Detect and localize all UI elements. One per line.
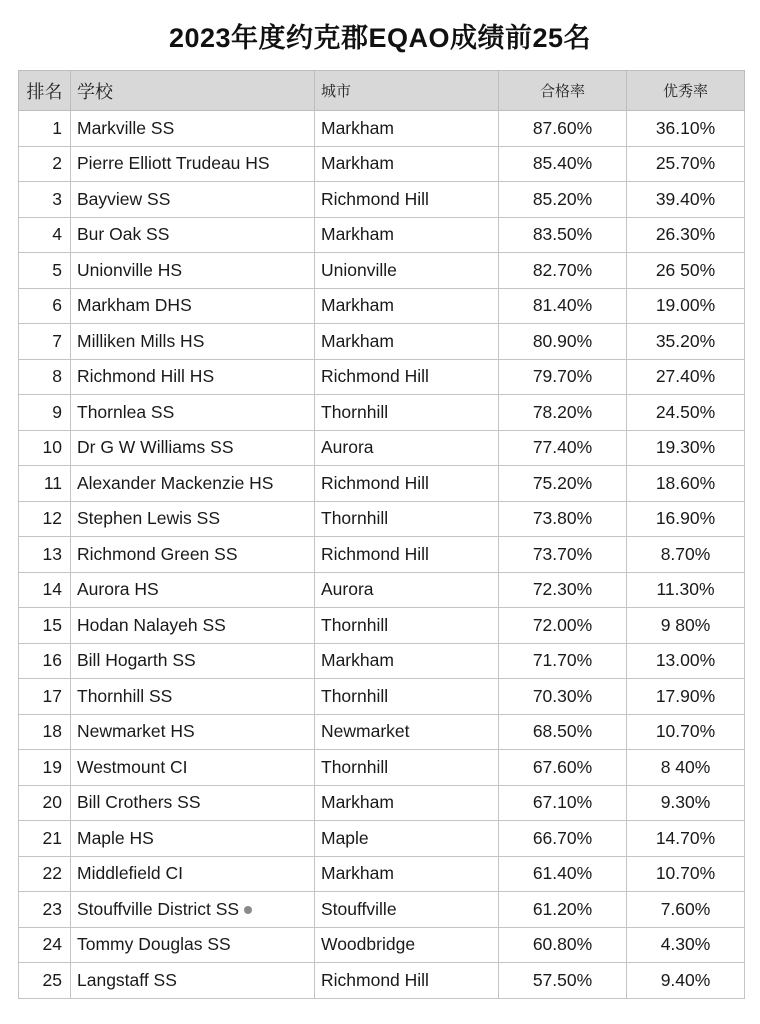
rank-cell	[19, 253, 71, 289]
dot-mark-icon	[244, 906, 252, 914]
table-row	[19, 750, 745, 786]
pass-rate-cell	[499, 927, 627, 963]
pass-rate-cell-text: 78.20%	[532, 401, 593, 422]
city-cell	[315, 608, 499, 644]
city-cell-text: Markham	[321, 224, 394, 245]
pass-rate-cell-text: 61.20%	[532, 898, 593, 919]
excellence-rate-cell	[627, 608, 745, 644]
rank-cell-text: 13	[42, 543, 62, 564]
excellence-rate-cell	[627, 892, 745, 928]
excellence-rate-cell-text: 39.40%	[655, 188, 716, 209]
pass-rate-cell-text: 72.00%	[532, 614, 593, 635]
pass-rate-cell	[499, 572, 627, 608]
city-cell-text: Markham	[321, 330, 394, 351]
table-row	[19, 253, 745, 289]
table-body	[19, 111, 745, 999]
rank-cell-text: 3	[52, 188, 62, 209]
table-row	[19, 821, 745, 857]
table-row	[19, 714, 745, 750]
city-cell	[315, 856, 499, 892]
school-cell	[71, 963, 315, 999]
pass-rate-cell	[499, 111, 627, 147]
school-cell-text: Thornlea SS	[77, 401, 175, 422]
rank-cell	[19, 359, 71, 395]
table-row	[19, 537, 745, 573]
city-cell-text: Richmond Hill	[321, 472, 429, 493]
school-cell	[71, 785, 315, 821]
school-cell-text: Bayview SS	[77, 188, 171, 209]
school-cell-text: Langstaff SS	[77, 969, 177, 990]
rank-cell	[19, 963, 71, 999]
excellence-rate-cell-text: 26.30%	[655, 224, 716, 245]
city-cell	[315, 395, 499, 431]
table-row	[19, 466, 745, 502]
table-row	[19, 217, 745, 253]
school-cell	[71, 537, 315, 573]
rank-cell	[19, 927, 71, 963]
pass-rate-cell-text: 81.40%	[532, 295, 593, 316]
school-cell-text: Hodan Nalayeh SS	[77, 614, 226, 635]
pass-rate-cell-text: 57.50%	[532, 969, 593, 990]
table-row	[19, 146, 745, 182]
pass-rate-cell-text: 60.80%	[532, 934, 593, 955]
school-cell	[71, 501, 315, 537]
pass-rate-cell	[499, 608, 627, 644]
excellence-rate-cell-text: 14.70%	[655, 827, 716, 848]
pass-rate-cell	[499, 821, 627, 857]
city-cell-text: Thornhill	[321, 685, 389, 706]
excellence-rate-cell	[627, 111, 745, 147]
school-cell	[71, 395, 315, 431]
city-cell	[315, 466, 499, 502]
school-cell-text: Markville SS	[77, 117, 175, 138]
school-cell	[71, 821, 315, 857]
city-cell	[315, 714, 499, 750]
rank-cell-text: 6	[52, 295, 62, 316]
pass-rate-cell-text: 67.10%	[532, 792, 593, 813]
rank-cell	[19, 146, 71, 182]
pass-rate-cell-text: 61.40%	[532, 863, 593, 884]
pass-rate-cell	[499, 466, 627, 502]
city-cell-text: Markham	[321, 295, 394, 316]
city-cell-text: Thornhill	[321, 756, 389, 777]
city-cell-text: Markham	[321, 863, 394, 884]
rank-cell-text: 4	[52, 224, 62, 245]
city-cell	[315, 146, 499, 182]
pass-rate-cell	[499, 892, 627, 928]
excellence-rate-cell-text: 19.30%	[655, 437, 716, 458]
school-cell	[71, 324, 315, 360]
excellence-rate-cell	[627, 537, 745, 573]
city-cell-text: Aurora	[321, 579, 374, 600]
pass-rate-cell	[499, 856, 627, 892]
school-cell	[71, 892, 315, 928]
excellence-rate-cell	[627, 856, 745, 892]
rank-cell	[19, 466, 71, 502]
rank-cell-text: 22	[42, 863, 62, 884]
school-cell	[71, 430, 315, 466]
rank-cell-text: 8	[52, 366, 62, 387]
rank-cell-text: 2	[52, 153, 62, 174]
excellence-rate-cell-text: 19.00%	[655, 295, 716, 316]
column-header-city: 城市	[315, 71, 499, 111]
pass-rate-cell	[499, 714, 627, 750]
rank-cell	[19, 501, 71, 537]
pass-rate-cell-text: 67.60%	[532, 756, 593, 777]
rank-cell	[19, 324, 71, 360]
city-cell-text: Stouffville	[321, 898, 397, 919]
excellence-rate-cell-text: 24.50%	[655, 401, 716, 422]
excellence-rate-cell	[627, 927, 745, 963]
city-cell	[315, 927, 499, 963]
pass-rate-cell	[499, 537, 627, 573]
city-cell	[315, 288, 499, 324]
school-cell	[71, 288, 315, 324]
rank-cell	[19, 217, 71, 253]
table-row	[19, 430, 745, 466]
school-cell-text: Alexander Mackenzie HS	[77, 472, 274, 493]
city-cell	[315, 643, 499, 679]
pass-rate-cell	[499, 963, 627, 999]
excellence-rate-cell	[627, 182, 745, 218]
excellence-rate-cell-text: 36.10%	[655, 117, 716, 138]
city-cell-text: Thornhill	[321, 401, 389, 422]
rank-cell-text: 25	[42, 969, 62, 990]
excellence-rate-cell-text: 11.30%	[656, 579, 715, 600]
excellence-rate-cell-text: 27.40%	[655, 366, 716, 387]
city-cell	[315, 111, 499, 147]
excellence-rate-cell-text: 4.30%	[660, 934, 711, 955]
rank-cell-text: 7	[52, 330, 62, 351]
excellence-rate-cell-text: 9.40%	[660, 969, 711, 990]
school-cell	[71, 927, 315, 963]
rank-cell-text: 17	[42, 685, 62, 706]
table-header	[19, 71, 745, 111]
pass-rate-cell-text: 82.70%	[532, 259, 593, 280]
header-row	[19, 71, 745, 111]
excellence-rate-cell-text: 8 40%	[660, 756, 711, 777]
school-cell	[71, 466, 315, 502]
city-cell	[315, 821, 499, 857]
pass-rate-cell-text: 66.70%	[532, 827, 593, 848]
rank-cell-text: 15	[42, 614, 62, 635]
excellence-rate-cell	[627, 395, 745, 431]
rank-cell-text: 23	[42, 898, 62, 919]
pass-rate-cell	[499, 785, 627, 821]
city-cell-text: Unionville	[321, 259, 397, 280]
school-cell	[71, 643, 315, 679]
column-header-excellence-rate: 优秀率	[627, 71, 745, 111]
table-row	[19, 359, 745, 395]
table-row	[19, 963, 745, 999]
city-cell	[315, 501, 499, 537]
city-cell-text: Markham	[321, 792, 394, 813]
city-cell	[315, 359, 499, 395]
rank-cell-text: 16	[42, 650, 62, 671]
school-cell	[71, 359, 315, 395]
excellence-rate-cell	[627, 821, 745, 857]
school-cell-text: Westmount CI	[77, 756, 188, 777]
excellence-rate-cell-text: 9 80%	[660, 614, 711, 635]
table-row	[19, 395, 745, 431]
excellence-rate-cell-text: 10.70%	[655, 863, 716, 884]
excellence-rate-cell-text: 25.70%	[655, 153, 716, 174]
rank-cell-text: 18	[42, 721, 62, 742]
column-header-school: 学校	[71, 71, 315, 111]
excellence-rate-cell	[627, 501, 745, 537]
city-cell-text: Thornhill	[321, 614, 389, 635]
city-cell	[315, 182, 499, 218]
pass-rate-cell	[499, 501, 627, 537]
school-cell	[71, 217, 315, 253]
excellence-rate-cell	[627, 253, 745, 289]
excellence-rate-cell-text: 18.60%	[655, 472, 716, 493]
school-cell-text: Bill Hogarth SS	[77, 650, 196, 671]
city-cell-text: Markham	[321, 153, 394, 174]
table-row	[19, 643, 745, 679]
school-cell	[71, 856, 315, 892]
pass-rate-cell-text: 73.70%	[532, 543, 593, 564]
excellence-rate-cell-text: 13.00%	[655, 650, 716, 671]
excellence-rate-cell	[627, 324, 745, 360]
city-cell	[315, 217, 499, 253]
school-cell-text: Dr G W Williams SS	[77, 437, 234, 458]
city-cell	[315, 785, 499, 821]
excellence-rate-cell-text: 16.90%	[655, 508, 716, 529]
city-cell-text: Maple	[321, 827, 369, 848]
table-row	[19, 572, 745, 608]
rank-cell-text: 11	[43, 472, 62, 493]
rank-cell	[19, 785, 71, 821]
excellence-rate-cell	[627, 466, 745, 502]
pass-rate-cell	[499, 750, 627, 786]
ranking-table	[18, 70, 745, 999]
school-cell-text: Middlefield CI	[77, 863, 184, 884]
school-cell-text: Aurora HS	[77, 579, 159, 600]
pass-rate-cell-text: 73.80%	[532, 508, 593, 529]
table-row	[19, 608, 745, 644]
excellence-rate-cell	[627, 146, 745, 182]
school-cell-text: Milliken Mills HS	[77, 330, 205, 351]
table-row	[19, 892, 745, 928]
rank-cell	[19, 821, 71, 857]
school-cell-text: Stephen Lewis SS	[77, 508, 221, 529]
table-row	[19, 324, 745, 360]
excellence-rate-cell	[627, 679, 745, 715]
table-row	[19, 111, 745, 147]
rank-cell-text: 19	[42, 756, 62, 777]
school-cell-text: Markham DHS	[77, 295, 192, 316]
table-row	[19, 182, 745, 218]
excellence-rate-cell	[627, 359, 745, 395]
rank-cell	[19, 714, 71, 750]
rank-cell	[19, 430, 71, 466]
school-cell-text: Richmond Hill HS	[77, 366, 215, 387]
pass-rate-cell-text: 87.60%	[532, 117, 593, 138]
pass-rate-cell-text: 79.70%	[532, 366, 593, 387]
school-cell-text: Stouffville District SS	[77, 898, 240, 919]
table-row	[19, 679, 745, 715]
school-cell-text: Maple HS	[77, 827, 154, 848]
pass-rate-cell-text: 72.30%	[532, 579, 593, 600]
excellence-rate-cell	[627, 963, 745, 999]
city-cell	[315, 963, 499, 999]
school-cell-text: Thornhill SS	[77, 685, 173, 706]
pass-rate-cell-text: 85.20%	[532, 188, 593, 209]
pass-rate-cell	[499, 643, 627, 679]
rank-cell	[19, 643, 71, 679]
pass-rate-cell	[499, 182, 627, 218]
rank-cell-text: 1	[52, 117, 62, 138]
rank-cell	[19, 608, 71, 644]
city-cell-text: Aurora	[321, 437, 374, 458]
excellence-rate-cell-text: 9.30%	[660, 792, 711, 813]
city-cell-text: Richmond Hill	[321, 969, 429, 990]
school-cell-text: Bill Crothers SS	[77, 792, 201, 813]
pass-rate-cell	[499, 395, 627, 431]
school-cell	[71, 679, 315, 715]
school-cell-text: Pierre Elliott Trudeau HS	[77, 153, 270, 174]
rank-cell	[19, 679, 71, 715]
city-cell	[315, 572, 499, 608]
school-cell-text: Unionville HS	[77, 259, 183, 280]
page-title: 2023年度约克郡EQAO成绩前25名	[168, 23, 592, 53]
pass-rate-cell	[499, 217, 627, 253]
column-header-pass-rate: 合格率	[499, 71, 627, 111]
excellence-rate-cell	[627, 643, 745, 679]
pass-rate-cell	[499, 359, 627, 395]
excellence-rate-cell-text: 10.70%	[655, 721, 716, 742]
table-row	[19, 501, 745, 537]
school-cell	[71, 608, 315, 644]
rank-cell-text: 12	[42, 508, 62, 529]
city-cell	[315, 679, 499, 715]
rank-cell	[19, 750, 71, 786]
pass-rate-cell-text: 77.40%	[532, 437, 593, 458]
school-cell	[71, 253, 315, 289]
city-cell-text: Markham	[321, 117, 394, 138]
pass-rate-cell	[499, 146, 627, 182]
pass-rate-cell	[499, 324, 627, 360]
table-row	[19, 785, 745, 821]
pass-rate-cell-text: 83.50%	[532, 224, 593, 245]
school-cell	[71, 182, 315, 218]
city-cell-text: Richmond Hill	[321, 543, 429, 564]
school-cell-text: Bur Oak SS	[77, 224, 170, 245]
excellence-rate-cell-text: 7.60%	[660, 898, 711, 919]
excellence-rate-cell-text: 17.90%	[655, 685, 716, 706]
rank-cell	[19, 537, 71, 573]
rank-cell-text: 14	[42, 579, 62, 600]
city-cell-text: Newmarket	[321, 721, 410, 742]
city-cell	[315, 253, 499, 289]
city-cell-text: Thornhill	[321, 508, 389, 529]
rank-cell	[19, 572, 71, 608]
school-cell	[71, 111, 315, 147]
city-cell-text: Richmond Hill	[321, 366, 429, 387]
city-cell	[315, 430, 499, 466]
school-cell-text: Tommy Douglas SS	[77, 934, 231, 955]
city-cell	[315, 750, 499, 786]
rank-cell	[19, 288, 71, 324]
excellence-rate-cell	[627, 785, 745, 821]
school-cell-text: Richmond Green SS	[77, 543, 238, 564]
excellence-rate-cell-text: 35.20%	[655, 330, 716, 351]
rank-cell	[19, 182, 71, 218]
pass-rate-cell	[499, 288, 627, 324]
column-header-rank: 排名	[19, 71, 71, 111]
pass-rate-cell-text: 80.90%	[532, 330, 593, 351]
pass-rate-cell	[499, 679, 627, 715]
rank-cell	[19, 395, 71, 431]
pass-rate-cell-text: 71.70%	[532, 650, 593, 671]
excellence-rate-cell-text: 8.70%	[660, 543, 711, 564]
pass-rate-cell-text: 85.40%	[532, 153, 593, 174]
table-row	[19, 856, 745, 892]
excellence-rate-cell	[627, 572, 745, 608]
excellence-rate-cell	[627, 430, 745, 466]
rank-cell	[19, 892, 71, 928]
excellence-rate-cell	[627, 217, 745, 253]
rank-cell	[19, 111, 71, 147]
city-cell-text: Woodbridge	[321, 934, 416, 955]
excellence-rate-cell	[627, 750, 745, 786]
city-cell-text: Richmond Hill	[321, 188, 429, 209]
rank-cell-text: 10	[42, 437, 62, 458]
table-row	[19, 288, 745, 324]
rank-cell-text: 20	[42, 792, 62, 813]
city-cell	[315, 892, 499, 928]
pass-rate-cell	[499, 253, 627, 289]
pass-rate-cell	[499, 430, 627, 466]
school-cell	[71, 572, 315, 608]
rank-cell-text: 24	[42, 934, 62, 955]
school-cell	[71, 146, 315, 182]
excellence-rate-cell	[627, 288, 745, 324]
city-cell	[315, 537, 499, 573]
city-cell	[315, 324, 499, 360]
excellence-rate-cell	[627, 714, 745, 750]
pass-rate-cell-text: 68.50%	[532, 721, 593, 742]
rank-cell-text: 21	[42, 827, 62, 848]
school-cell-text: Newmarket HS	[77, 721, 195, 742]
rank-cell-text: 9	[52, 401, 62, 422]
pass-rate-cell-text: 75.20%	[532, 472, 593, 493]
rank-cell-text: 5	[52, 259, 62, 280]
rank-cell	[19, 856, 71, 892]
school-cell	[71, 750, 315, 786]
city-cell-text: Markham	[321, 650, 394, 671]
school-cell	[71, 714, 315, 750]
table-row	[19, 927, 745, 963]
pass-rate-cell-text: 70.30%	[532, 685, 593, 706]
excellence-rate-cell-text: 26 50%	[655, 259, 716, 280]
